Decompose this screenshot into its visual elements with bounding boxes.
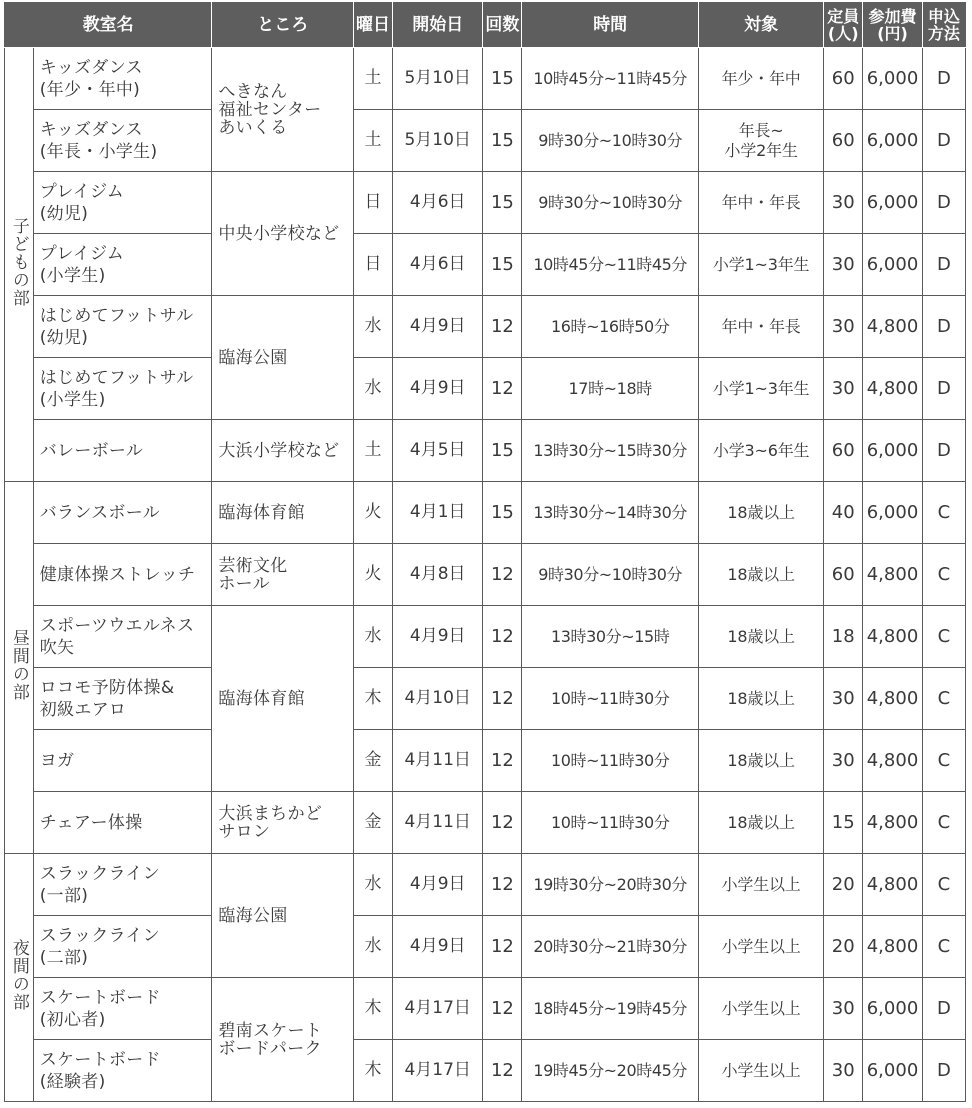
table-row: [5, 482, 966, 544]
header-sessions: 回数: [483, 3, 522, 48]
apply-method: D: [922, 1040, 965, 1102]
place-line: 大浜小学校など: [218, 440, 340, 461]
classroom-name-line: (小学生): [39, 389, 106, 410]
capacity: 60: [824, 110, 863, 172]
start-date: 4月10日: [393, 668, 483, 730]
start-date: 4月6日: [393, 234, 483, 296]
fee: 6,000: [863, 48, 923, 110]
target-line: 年少・年中: [721, 68, 801, 88]
classroom-name: [33, 730, 212, 792]
header-fee: [863, 3, 923, 48]
session-count: 12: [483, 854, 522, 916]
place: [212, 854, 354, 978]
fee: 6,000: [863, 482, 923, 544]
target: [698, 978, 823, 1040]
session-count: 12: [483, 730, 522, 792]
time: 13時30分~14時30分: [522, 482, 699, 544]
day: 土: [354, 110, 393, 172]
fee: 4,800: [863, 668, 923, 730]
capacity: 30: [824, 668, 863, 730]
target-line: 年中・年長: [721, 192, 801, 212]
target-line: 小学生以上: [721, 998, 801, 1018]
classroom-name: [33, 606, 212, 668]
classroom-name-line: キッズダンス: [39, 57, 143, 78]
apply-method: D: [922, 110, 965, 172]
place-line: 碧南スケート: [218, 1020, 323, 1041]
day: 日: [354, 172, 393, 234]
table-row: [5, 420, 966, 482]
table-row: [5, 854, 966, 916]
header-apply-method: [922, 3, 965, 48]
schedule-table-wrapper: [4, 2, 966, 1102]
classroom-name-line: スラックライン: [39, 925, 160, 946]
target-line: 小学3~6年生: [712, 440, 810, 460]
classroom-name-line: 健康体操ストレッチ: [39, 564, 196, 585]
capacity: 30: [824, 296, 863, 358]
target: [698, 1040, 823, 1102]
day: 水: [354, 296, 393, 358]
capacity: 30: [824, 1040, 863, 1102]
capacity: 30: [824, 730, 863, 792]
target: [698, 234, 823, 296]
classroom-name: [33, 48, 212, 110]
table-row: [5, 544, 966, 606]
table-row: [5, 296, 966, 358]
classroom-name-line: (小学生): [39, 265, 106, 286]
time: 18時45分~19時45分: [522, 978, 699, 1040]
classroom-name-line: (年少・年中): [39, 79, 141, 100]
start-date: 5月10日: [393, 110, 483, 172]
time: 17時~18時: [522, 358, 699, 420]
target-line: 年長~: [738, 120, 784, 140]
header-place: ところ: [212, 3, 354, 48]
fee: 6,000: [863, 110, 923, 172]
header-day: 曜日: [354, 3, 393, 48]
place: [212, 172, 354, 296]
session-count: 15: [483, 420, 522, 482]
target-line: 小学1~3年生: [712, 378, 810, 398]
classroom-name-line: キッズダンス: [39, 119, 143, 140]
apply-method: D: [922, 978, 965, 1040]
session-count: 12: [483, 358, 522, 420]
fee: 4,800: [863, 916, 923, 978]
classroom-name-line: スケートボード: [39, 1049, 161, 1070]
table-row: [5, 48, 966, 110]
fee: 4,800: [863, 730, 923, 792]
day: 水: [354, 854, 393, 916]
table-row: [5, 668, 966, 730]
session-count: 12: [483, 978, 522, 1040]
target: [698, 916, 823, 978]
section-label-text: 子どもの部: [8, 216, 29, 307]
place-line: あいくる: [218, 117, 288, 138]
capacity: 30: [824, 234, 863, 296]
time: 10時~11時30分: [522, 730, 699, 792]
capacity: 18: [824, 606, 863, 668]
place-line: 福祉センター: [218, 99, 322, 120]
start-date: 4月9日: [393, 296, 483, 358]
classroom-name-line: 吹矢: [39, 637, 75, 658]
classroom-name-line: (二部): [39, 947, 89, 968]
target: [698, 606, 823, 668]
time: 10時45分~11時45分: [522, 234, 699, 296]
capacity: 40: [824, 482, 863, 544]
day: 木: [354, 978, 393, 1040]
target: [698, 730, 823, 792]
classroom-name: [33, 668, 212, 730]
table-row: [5, 730, 966, 792]
target: [698, 420, 823, 482]
capacity: 30: [824, 978, 863, 1040]
classroom-name-line: スラックライン: [39, 863, 160, 884]
target: [698, 172, 823, 234]
classroom-name-line: チェアー体操: [39, 812, 143, 833]
session-count: 15: [483, 482, 522, 544]
target: [698, 358, 823, 420]
table-row: [5, 110, 966, 172]
fee: 4,800: [863, 544, 923, 606]
target: [698, 48, 823, 110]
target-line: 18歳以上: [727, 750, 795, 770]
classroom-name: [33, 854, 212, 916]
classroom-name-line: ヨガ: [39, 750, 75, 771]
fee: 6,000: [863, 172, 923, 234]
place-line: 臨海体育館: [218, 688, 305, 709]
start-date: 4月8日: [393, 544, 483, 606]
table-row: [5, 1040, 966, 1102]
time: 13時30分~15時: [522, 606, 699, 668]
header-time: 時間: [522, 3, 699, 48]
target-line: 小学生以上: [721, 1060, 801, 1080]
time: 19時30分~20時30分: [522, 854, 699, 916]
target-line: 18歳以上: [727, 502, 795, 522]
classroom-name: [33, 792, 212, 854]
place-line: 芸術文化: [218, 555, 288, 576]
apply-method: D: [922, 420, 965, 482]
classroom-name: [33, 482, 212, 544]
apply-method: D: [922, 172, 965, 234]
classroom-name-line: スケートボード: [39, 987, 161, 1008]
classroom-name-line: (経験者): [39, 1071, 106, 1092]
classroom-name: [33, 544, 212, 606]
header-start-date: 開始日: [393, 3, 483, 48]
place: [212, 420, 354, 482]
table-body: [5, 48, 966, 1102]
classroom-name: [33, 358, 212, 420]
place-line: 大浜まちかど: [218, 803, 323, 824]
time: 10時45分~11時45分: [522, 48, 699, 110]
place: [212, 482, 354, 544]
fee: 6,000: [863, 1040, 923, 1102]
apply-method: C: [922, 544, 965, 606]
start-date: 4月1日: [393, 482, 483, 544]
capacity: 20: [824, 854, 863, 916]
place: [212, 48, 354, 172]
classroom-name-line: はじめてフットサル: [39, 367, 194, 388]
table-row: [5, 792, 966, 854]
time: 10時~11時30分: [522, 668, 699, 730]
day: 木: [354, 1040, 393, 1102]
session-count: 12: [483, 544, 522, 606]
apply-method: C: [922, 606, 965, 668]
classroom-name-line: (年長・小学生): [39, 141, 158, 162]
target: [698, 544, 823, 606]
session-count: 12: [483, 668, 522, 730]
fee: 4,800: [863, 358, 923, 420]
classroom-schedule-table: [4, 2, 966, 1102]
classroom-name-line: プレイジム: [39, 181, 125, 202]
classroom-name: [33, 1040, 212, 1102]
place-line: へきなん: [218, 81, 288, 102]
header-apply-line2: 方法: [927, 24, 960, 43]
day: 火: [354, 482, 393, 544]
classroom-name-line: バランスボール: [39, 502, 160, 523]
header-target: 対象: [698, 3, 823, 48]
fee: 6,000: [863, 234, 923, 296]
session-count: 12: [483, 792, 522, 854]
fee: 4,800: [863, 792, 923, 854]
table-row: [5, 234, 966, 296]
apply-method: C: [922, 730, 965, 792]
classroom-name: [33, 978, 212, 1040]
day: 水: [354, 916, 393, 978]
time: 10時~11時30分: [522, 792, 699, 854]
header-capacity-line2: (人): [827, 24, 859, 43]
place-line: 臨海公園: [218, 905, 288, 926]
apply-method: D: [922, 296, 965, 358]
place-line: サロン: [218, 821, 271, 842]
capacity: 15: [824, 792, 863, 854]
capacity: 60: [824, 48, 863, 110]
session-count: 12: [483, 916, 522, 978]
classroom-name: [33, 916, 212, 978]
day: 水: [354, 358, 393, 420]
place: [212, 606, 354, 792]
apply-method: D: [922, 48, 965, 110]
day: 金: [354, 792, 393, 854]
day: 土: [354, 420, 393, 482]
time: 20時30分~21時30分: [522, 916, 699, 978]
target-line: 小学生以上: [721, 936, 801, 956]
capacity: 30: [824, 172, 863, 234]
fee: 4,800: [863, 606, 923, 668]
section-label-text: 夜間の部: [8, 938, 29, 1011]
apply-method: C: [922, 792, 965, 854]
start-date: 5月10日: [393, 48, 483, 110]
header-row: [5, 3, 966, 48]
table-row: [5, 172, 966, 234]
target-line: 18歳以上: [727, 626, 795, 646]
table-row: [5, 916, 966, 978]
target-line: 小学1~3年生: [712, 254, 810, 274]
session-count: 15: [483, 110, 522, 172]
time: 9時30分~10時30分: [522, 544, 699, 606]
section-daytime-label: [5, 482, 34, 854]
classroom-name-line: (初心者): [39, 1009, 106, 1030]
target: [698, 110, 823, 172]
place-line: 中央小学校など: [218, 223, 340, 244]
target-line: 18歳以上: [727, 812, 795, 832]
apply-method: C: [922, 916, 965, 978]
start-date: 4月11日: [393, 792, 483, 854]
classroom-name-line: スポーツウエルネス: [39, 615, 195, 636]
day: 金: [354, 730, 393, 792]
classroom-name: [33, 296, 212, 358]
time: 19時45分~20時45分: [522, 1040, 699, 1102]
start-date: 4月5日: [393, 420, 483, 482]
header-fee-line2: (円): [877, 24, 908, 43]
start-date: 4月9日: [393, 606, 483, 668]
target: [698, 296, 823, 358]
session-count: 12: [483, 606, 522, 668]
start-date: 4月6日: [393, 172, 483, 234]
classroom-name: [33, 110, 212, 172]
header-capacity: [824, 3, 863, 48]
fee: 6,000: [863, 420, 923, 482]
section-children-label: [5, 48, 34, 482]
classroom-name: [33, 172, 212, 234]
start-date: 4月9日: [393, 358, 483, 420]
apply-method: D: [922, 358, 965, 420]
start-date: 4月17日: [393, 1040, 483, 1102]
capacity: 20: [824, 916, 863, 978]
start-date: 4月17日: [393, 978, 483, 1040]
header-apply-line1: 申込: [927, 7, 960, 26]
start-date: 4月9日: [393, 916, 483, 978]
classroom-name-line: (幼児): [39, 203, 89, 224]
target-line: 18歳以上: [727, 564, 795, 584]
classroom-name-line: (一部): [39, 885, 89, 906]
classroom-name-line: バレーボール: [39, 440, 144, 461]
place-line: 臨海公園: [218, 347, 288, 368]
target: [698, 482, 823, 544]
header-fee-line1: 参加費: [868, 7, 917, 26]
day: 日: [354, 234, 393, 296]
time: 16時~16時50分: [522, 296, 699, 358]
time: 9時30分~10時30分: [522, 110, 699, 172]
classroom-name-line: (幼児): [39, 327, 89, 348]
place: [212, 296, 354, 420]
fee: 4,800: [863, 296, 923, 358]
day: 木: [354, 668, 393, 730]
apply-method: C: [922, 482, 965, 544]
capacity: 60: [824, 544, 863, 606]
table-row: [5, 978, 966, 1040]
place-line: ボードパーク: [218, 1038, 322, 1059]
session-count: 12: [483, 1040, 522, 1102]
target: [698, 854, 823, 916]
day: 土: [354, 48, 393, 110]
header-classroom: 教室名: [5, 3, 212, 48]
session-count: 15: [483, 172, 522, 234]
target: [698, 668, 823, 730]
classroom-name-line: ロコモ予防体操&: [39, 677, 175, 698]
day: 火: [354, 544, 393, 606]
capacity: 60: [824, 420, 863, 482]
target-line: 小学2年生: [724, 140, 798, 160]
fee: 6,000: [863, 978, 923, 1040]
time: 9時30分~10時30分: [522, 172, 699, 234]
classroom-name: [33, 420, 212, 482]
start-date: 4月9日: [393, 854, 483, 916]
place: [212, 544, 354, 606]
apply-method: D: [922, 234, 965, 296]
target-line: 18歳以上: [727, 688, 795, 708]
day: 水: [354, 606, 393, 668]
time: 13時30分~15時30分: [522, 420, 699, 482]
target: [698, 792, 823, 854]
apply-method: C: [922, 854, 965, 916]
place: [212, 792, 354, 854]
place-line: 臨海体育館: [218, 502, 305, 523]
target-line: 年中・年長: [721, 316, 801, 336]
session-count: 12: [483, 296, 522, 358]
session-count: 15: [483, 48, 522, 110]
fee: 4,800: [863, 854, 923, 916]
capacity: 30: [824, 358, 863, 420]
classroom-name-line: はじめてフットサル: [39, 305, 194, 326]
place-line: ホール: [218, 573, 270, 594]
section-evening-label: [5, 854, 34, 1102]
start-date: 4月11日: [393, 730, 483, 792]
classroom-name-line: 初級エアロ: [39, 699, 127, 720]
target-line: 小学生以上: [721, 874, 801, 894]
header-capacity-line1: 定員: [827, 7, 860, 26]
classroom-name-line: プレイジム: [39, 243, 125, 264]
table-row: [5, 358, 966, 420]
table-row: [5, 606, 966, 668]
classroom-name: [33, 234, 212, 296]
apply-method: C: [922, 668, 965, 730]
section-label-text: 昼間の部: [8, 628, 29, 701]
place: [212, 978, 354, 1102]
session-count: 15: [483, 234, 522, 296]
